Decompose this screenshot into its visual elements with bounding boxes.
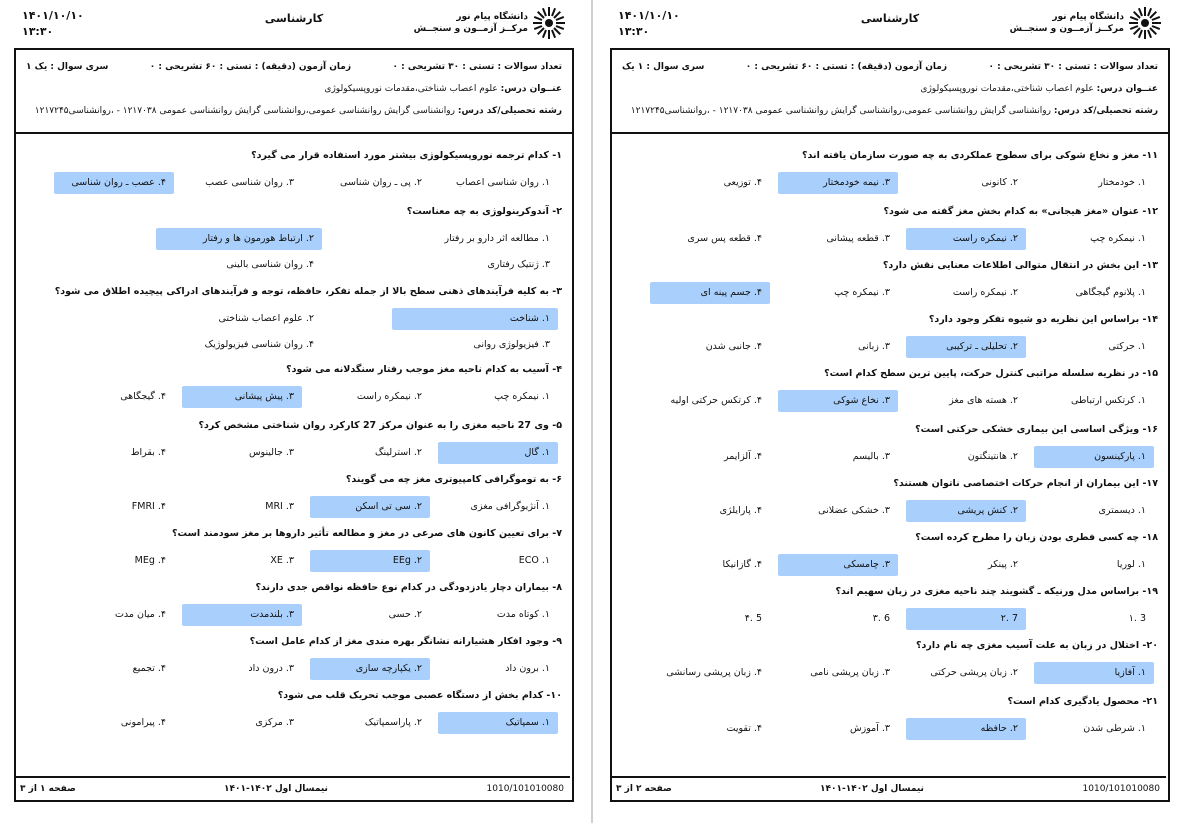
question [612,640,1168,696]
option-3[interactable]: ۳. چامسکی [778,554,898,576]
option-3[interactable]: ۳. درون داد [248,663,294,674]
option-3[interactable]: ۳. مرکزی [255,717,294,728]
option-2[interactable]: ۲. حافظه [906,718,1026,740]
exam-duration: زمان آزمون (دقیقه) : تستی : ۶۰ تشریحی : ۰ [745,62,948,72]
option-3[interactable]: ۳. فیزیولوژی روانی [473,339,550,350]
page-header [610,0,1170,48]
term-label: نیمسال اول ۱۴۰۲-۱۴۰۱ [820,784,924,794]
question-text: ۳- به کلیه فرآیندهای ذهنی سطح بالا از جمله تفکر، حافظه، توجه و فرآیندهای ادراکی پیچیده اطلاق می شود؟ [54,286,562,297]
option-1[interactable]: ۱. روان شناسی اعصاب [456,177,550,188]
exam-page-1 [14,0,574,823]
question [612,150,1168,206]
degree-title: کارشناسی [860,12,920,25]
option-1[interactable]: ۱. آنژیوگرافی مغزی [470,501,550,512]
field-label: رشته تحصیلی/کد درس: [1053,106,1158,116]
question-text: ۱۲- عنوان «مغز هیجانی» به کدام بخش مغز گفته می شود؟ [883,206,1158,217]
question [16,474,572,530]
option-4[interactable]: ۴. قطعه پس سری [687,233,762,244]
option-4[interactable]: ۴. گیجگاهی [120,391,166,402]
page-footer [14,776,570,800]
option-2[interactable]: ۲. علوم اعصاب شناختی [218,313,314,324]
option-3[interactable]: ۳. پیش پیشانی [182,386,302,408]
option-4[interactable]: ۴. روان شناسی فیزیولوژیک [204,339,314,350]
question [612,368,1168,424]
question [16,286,572,366]
option-1[interactable]: ۱. شرطی شدن [1083,723,1146,734]
question-text: ۱۰- کدام بخش از دستگاه عصبی موجب تحریک قلب می شود؟ [277,690,562,701]
question-text: ۲۱- محصول یادگیری کدام است؟ [1007,696,1158,707]
question [16,690,572,746]
exam-datetime [618,8,680,40]
option-2[interactable]: ۲. حسی [388,609,422,620]
option-2[interactable]: ۲. ارتباط هورمون ها و رفتار [156,228,322,250]
question-text: ۲- آندوکرینولوژی به چه معناست؟ [406,206,562,217]
question-text: ۱- کدام ترجمه نوروپسیکولوژی بیشتر مورد استفاده قرار می گیرد؟ [251,150,562,161]
exam-center-name: مرکــز آزمــون و سنجــش [1009,24,1124,34]
option-4[interactable]: ۴. زبان پریشی رسانشی [666,667,762,678]
option-2[interactable]: ۲. نیمکره راست [952,287,1018,298]
question-count: تعداد سوالات : تستی : ۳۰ تشریحی : ۰ [392,62,562,72]
question [612,586,1168,642]
option-2[interactable]: ۲. یکپارچه سازی [310,658,430,680]
page-header [14,0,574,48]
exam-code: 1010/101010080 [486,784,564,794]
degree-title: کارشناسی [264,12,324,25]
option-4[interactable]: ۴. روان شناسی بالینی [226,259,314,270]
exam-date: ۱۴۰۱/۱۰/۱۰ [618,9,680,22]
option-3[interactable]: MRI .۳ [265,501,294,512]
option-4[interactable]: ۴. میان مدت [114,609,166,620]
question-text: ۱۳- این بخش در انتقال متوالی اطلاعات معنایی نقش دارد؟ [882,260,1158,271]
university-name: دانشگاه پیام نور [456,12,528,22]
exam-info [16,50,572,134]
option-1[interactable]: ۱. سمپاتیک [438,712,558,734]
question-text: ۵- وی 27 ناحیه مغزی را به عنوان مرکز 27 کارکرد روان شناختی مشخص کرد؟ [198,420,562,431]
option-1[interactable]: ۱. آفازیا [1034,662,1154,684]
question-text: ۷- برای تعیین کانون های صرعی در مغز و مطالعه تأثیر داروها بر مغز سودمند است؟ [172,528,562,539]
exam-duration: زمان آزمون (دقیقه) : تستی : ۶۰ تشریحی : ۰ [149,62,352,72]
course-label: عنــوان درس: [500,84,562,94]
option-3[interactable]: ۳. ژنتیک رفتاری [487,259,550,270]
field-code: روانشناسی گرایش روانشناسی عمومی،روانشناسی گرایش روانشناسی عمومی ۱۲۱۷۰۳۸ - ،روانشناسی۱۲۱۷۲۴۵ [34,106,455,116]
question-text: ۱۵- در نظریه سلسله مراتبی کنترل حرکت، پایین ترین سطح کدام است؟ [824,368,1158,379]
option-1[interactable]: ۱. کرتکس ارتباطی [1070,395,1146,406]
question-text: ۲۰- اختلال در زبان به علت آسیب مغزی چه نام دارد؟ [916,640,1158,651]
option-2[interactable]: ۲. کنش پریشی [906,500,1026,522]
option-1[interactable]: ۱. پارکینسون [1034,446,1154,468]
option-2[interactable]: ۲. زبان پریشی حرکتی [930,667,1018,678]
course-title: علوم اعصاب شناختی،مقدمات نوروپسیکولوژی [920,84,1094,94]
question [16,582,572,638]
option-4[interactable]: ۴. آلزایمر [724,451,762,462]
option-3[interactable]: ۳. نیمکره چپ [834,287,890,298]
question-text: ۸- بیماران دچار یادزدودگی در کدام نوع حافظه نواقص جدی دارند؟ [255,582,562,593]
option-2[interactable]: ۲. هسته های مغز [949,395,1018,406]
exam-page-2 [610,0,1170,823]
question [16,636,572,692]
question-series: سری سوال : یک ۱ [26,62,109,72]
question [612,260,1168,316]
option-4[interactable]: 5 .۴ [744,613,762,624]
university-name: دانشگاه پیام نور [1052,12,1124,22]
term-label: نیمسال اول ۱۴۰۲-۱۴۰۱ [224,784,328,794]
field-code: روانشناسی گرایش روانشناسی عمومی،روانشناسی گرایش روانشناسی عمومی ۱۲۱۷۰۳۸ - ،روانشناسی۱۲۱۷۲۴۵ [630,106,1051,116]
option-2[interactable]: ۲. پینکر [987,559,1018,570]
option-1[interactable]: ECO .۱ [518,555,550,566]
option-3[interactable]: 6 .۳ [872,613,890,624]
question-text: ۱۱- مغز و نخاع شوکی برای سطوح عملکردی به چه صورت سازمان یافته اند؟ [802,150,1158,161]
question-text: ۱۹- براساس مدل ورنیکه ـ گشویند چند ناحیه مغزی در زبان سهیم اند؟ [835,586,1158,597]
option-2[interactable]: ۲. نیمکره راست [356,391,422,402]
question-text: ۱۷- این بیماران از انجام حرکات اختصاصی ناتوان هستند؟ [893,478,1158,489]
option-2[interactable]: ۲. نیمکره راست [906,228,1026,250]
option-2[interactable]: EEg .۲ [310,550,430,572]
option-2[interactable]: ۲. کانونی [981,177,1018,188]
option-4[interactable]: ۴. پیرامونی [120,717,166,728]
option-3[interactable]: ۳. روان شناسی عصب [205,177,294,188]
page-number: صفحه ۱ از ۳ [20,784,76,794]
option-4[interactable]: ۴. جانبی شدن [705,341,762,352]
option-2[interactable]: ۲. تحلیلی ـ ترکیبی [906,336,1026,358]
page-footer [610,776,1166,800]
page-number: صفحه ۲ از ۳ [616,784,672,794]
option-1[interactable]: ۱. پلانوم گیجگاهی [1075,287,1146,298]
question [612,532,1168,588]
option-2[interactable]: ۲. استرلینگ [375,447,422,458]
question-count: تعداد سوالات : تستی : ۳۰ تشریحی : ۰ [988,62,1158,72]
option-1[interactable]: ۱. نیمکره چپ [494,391,550,402]
course-title: علوم اعصاب شناختی،مقدمات نوروپسیکولوژی [324,84,498,94]
exam-frame [610,48,1170,802]
page-divider [591,0,593,823]
question-text: ۹- وجود افکار هشیارانه نشانگر بهره مندی مغز از کدام عامل است؟ [249,636,562,647]
exam-time: ۱۳:۳۰ [618,25,650,38]
option-4[interactable]: ۴. بقراط [130,447,166,458]
option-3[interactable]: ۳. جالینوس [248,447,294,458]
option-4[interactable]: FMRI .۴ [131,501,166,512]
option-3[interactable]: ۳. خشکی عضلانی [818,505,890,516]
question-text: ۱۴- براساس این نظریه دو شیوه تفکر وجود دارد؟ [928,314,1158,325]
option-3[interactable]: ۳. آموزش [850,723,890,734]
question-text: ۱۸- چه کسی فطری بودن زبان را مطرح کرده است؟ [915,532,1158,543]
option-1[interactable]: ۱. لوریا [1116,559,1146,570]
question-series: سری سوال : ۱ یک [622,62,705,72]
question [612,314,1168,370]
option-1[interactable]: ۱. شناخت [392,308,558,330]
exam-date: ۱۴۰۱/۱۰/۱۰ [22,9,84,22]
option-4[interactable]: ۴. عصب ـ روان شناسی [54,172,174,194]
exam-frame [14,48,574,802]
question [612,206,1168,262]
option-3[interactable]: ۳. نخاع شوکی [778,390,898,412]
option-1[interactable]: ۱. گال [438,442,558,464]
question [16,528,572,584]
option-3[interactable]: ۳. زبان پریشی نامی [810,667,890,678]
exam-center-name: مرکــز آزمــون و سنجــش [413,24,528,34]
exam-time: ۱۳:۳۰ [22,25,54,38]
option-4[interactable]: ۴. گازانیکا [722,559,762,570]
question-text: ۱۶- ویژگی اساسی این بیماری خشکی حرکتی است؟ [915,424,1158,435]
option-2[interactable]: ۲. سی تی اسکن [310,496,430,518]
option-3[interactable]: ۳. زبانی [858,341,890,352]
option-3[interactable]: ۳. بالیسم [852,451,890,462]
option-1[interactable]: ۱. مطالعه اثر دارو بر رفتار [444,233,550,244]
option-1[interactable]: ۱. کوتاه مدت [496,609,550,620]
question [16,420,572,476]
option-1[interactable]: ۱. برون داد [505,663,550,674]
option-4[interactable]: ۴. جسم پینه ای [650,282,770,304]
question-text: ۶- به توموگرافی کامپیوتری مغز چه می گویند؟ [345,474,562,485]
option-2[interactable]: ۲. هانتینگتون [967,451,1018,462]
question-text: ۴- آسیب به کدام ناحیه مغز موجب رفتار سنگدلانه می شود؟ [286,364,562,375]
option-4[interactable]: ۴. توزیعی [723,177,762,188]
field-label: رشته تحصیلی/کد درس: [457,106,562,116]
question [612,424,1168,480]
option-1[interactable]: ۱. خودمختار [1098,177,1146,188]
question [16,364,572,420]
option-4[interactable]: ۴. پارایلژی [719,505,762,516]
option-1[interactable]: ۱. دیسمتری [1098,505,1146,516]
option-3[interactable]: ۳. قطعه پیشانی [826,233,890,244]
question [612,478,1168,534]
question [16,206,572,286]
option-1[interactable]: ۱. نیمکره چپ [1090,233,1146,244]
exam-info [612,50,1168,134]
option-2[interactable]: ۲. پی ـ روان شناسی [340,177,422,188]
course-label: عنــوان درس: [1096,84,1158,94]
option-3[interactable]: XE .۳ [270,555,294,566]
question [16,150,572,206]
option-1[interactable]: ۱. حرکتی [1108,341,1146,352]
exam-datetime [22,8,84,40]
option-4[interactable]: ۴. کرتکس حرکتی اولیه [670,395,762,406]
option-2[interactable]: 7 .۲ [906,608,1026,630]
option-4[interactable]: ۴. تقویت [726,723,762,734]
option-3[interactable]: ۳. نیمه خودمختار [778,172,898,194]
option-1[interactable]: 3 .۱ [1128,613,1146,624]
option-4[interactable]: MEg .۴ [134,555,166,566]
option-2[interactable]: ۲. پاراسمپاتیک [364,717,422,728]
question [612,696,1168,752]
exam-code: 1010/101010080 [1082,784,1160,794]
option-4[interactable]: ۴. تجمیع [132,663,166,674]
option-3[interactable]: ۳. بلندمدت [182,604,302,626]
